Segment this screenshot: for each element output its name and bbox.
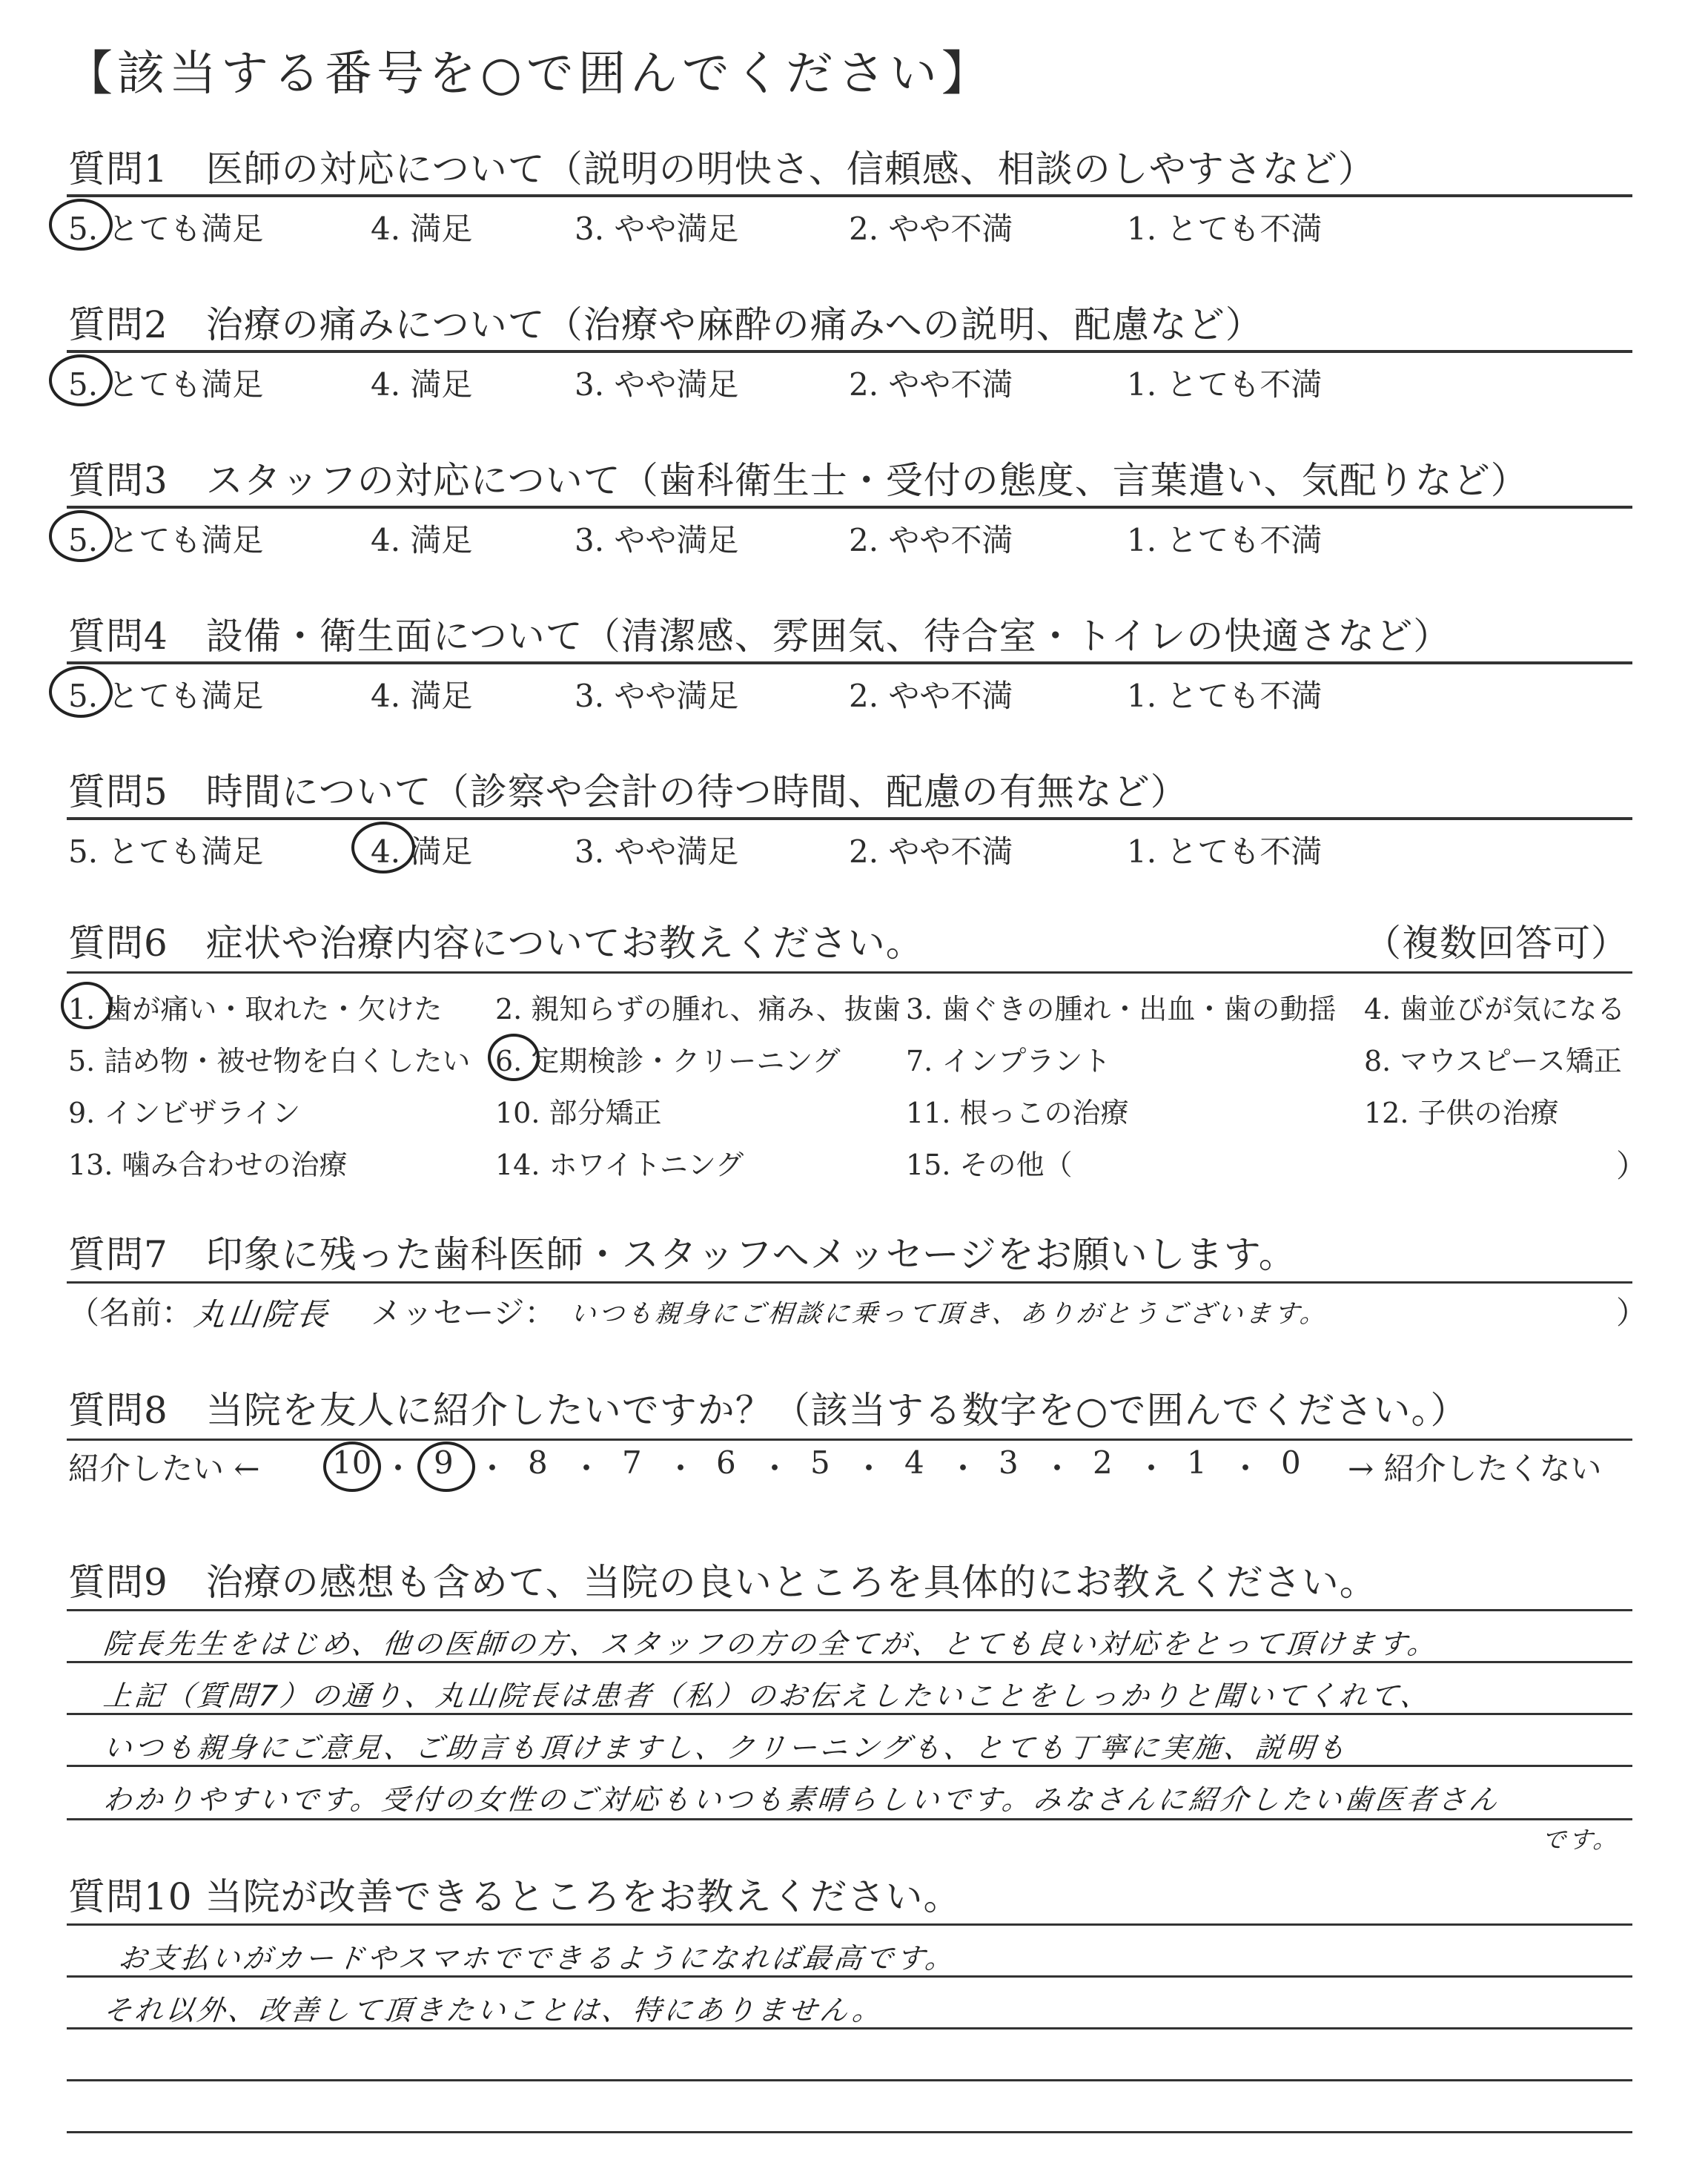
q3-rule (67, 506, 1632, 509)
q4-option-3[interactable]: 3. やや満足 (575, 678, 739, 714)
q6-option-3[interactable]: 3. 歯ぐきの腫れ・出血・歯の動揺 (906, 993, 1337, 1025)
q10-rule-4 (67, 2131, 1632, 2133)
q2-title: 質問2 治療の痛みについて（治療や麻酔の痛みへの説明、配慮など） (68, 303, 1263, 346)
q6-other-close-paren: ） (1616, 1148, 1648, 1184)
q8-scale-6[interactable]: 6 (716, 1444, 736, 1481)
q8-scale-7[interactable]: 7 (622, 1444, 642, 1481)
q5-option-1[interactable]: 1. とても不満 (1127, 833, 1323, 870)
q8-separator: ・ (1042, 1450, 1073, 1487)
q1-title: 質問1 医師の対応について（説明の明快さ、信頼感、相談のしやすさなど） (68, 148, 1376, 191)
q8-rule (67, 1439, 1632, 1441)
q6-option-6[interactable]: 6. 定期検診・クリーニング (495, 1045, 841, 1077)
q6-option-7[interactable]: 7. インプラント (906, 1045, 1111, 1077)
q3-title: 質問3 スタッフの対応について（歯科衛生士・受付の態度、言葉遣い、気配りなど） (68, 459, 1529, 502)
q6-option-4[interactable]: 4. 歯並びが気になる (1364, 993, 1626, 1025)
q8-scale-2[interactable]: 2 (1093, 1444, 1113, 1481)
q8-left-label: 紹介したい ← (68, 1450, 260, 1487)
q2-option-3[interactable]: 3. やや満足 (575, 366, 739, 403)
q9-line-1: 院長先生をはじめ、他の医師の方、スタッフの方の全てが、とても良い対応をとって頂けます。 (102, 1628, 1440, 1660)
q1-rule (67, 194, 1632, 197)
q3-option-2[interactable]: 2. やや不満 (849, 522, 1013, 558)
q3-option-3[interactable]: 3. やや満足 (575, 522, 739, 558)
q2-option-5[interactable]: 5. とても満足 (68, 366, 264, 403)
q10-title: 質問10 当院が改善できるところをお教えください。 (68, 1875, 961, 1918)
q6-note: （複数回答可） (1364, 922, 1629, 965)
q3-option-4[interactable]: 4. 満足 (371, 522, 473, 558)
q8-scale-3[interactable]: 3 (999, 1444, 1019, 1481)
q6-option-1[interactable]: 1. 歯が痛い・取れた・欠けた (68, 993, 443, 1025)
q8-scale-8[interactable]: 8 (528, 1444, 548, 1481)
q2-rule (67, 350, 1632, 353)
q10-rule-0 (67, 1923, 1632, 1926)
q8-separator: ・ (571, 1450, 603, 1487)
q2-option-2[interactable]: 2. やや不満 (849, 366, 1013, 403)
q1-option-3[interactable]: 3. やや満足 (575, 211, 739, 247)
q6-option-8[interactable]: 8. マウスピース矯正 (1364, 1045, 1622, 1077)
q6-option-11[interactable]: 11. 根っこの治療 (906, 1097, 1129, 1129)
q2-option-1[interactable]: 1. とても不満 (1127, 366, 1323, 403)
q8-right-label: → 紹介したくない (1348, 1450, 1602, 1487)
q9-title: 質問9 治療の感想も含めて、当院の良いところを具体的にお教えください。 (68, 1561, 1377, 1604)
q6-option-2[interactable]: 2. 親知らずの腫れ、痛み、抜歯 (495, 993, 901, 1025)
q6-option-14[interactable]: 14. ホワイトニング (495, 1149, 744, 1181)
q4-option-1[interactable]: 1. とても不満 (1127, 678, 1323, 714)
q8-separator: ・ (1230, 1450, 1262, 1487)
q8-title: 質問8 当院を友人に紹介したいですか？（該当する数字を○で囲んでください。） (68, 1389, 1469, 1432)
q4-option-5[interactable]: 5. とても満足 (68, 678, 264, 714)
q8-scale-10[interactable]: 10 (332, 1444, 372, 1481)
q4-rule (67, 661, 1632, 664)
q8-separator: ・ (947, 1450, 979, 1487)
q8-scale-5[interactable]: 5 (810, 1444, 830, 1481)
q8-separator: ・ (1136, 1450, 1168, 1487)
q7-name-label: （名前： (68, 1295, 193, 1331)
q7-title: 質問7 印象に残った歯科医師・スタッフへメッセージをお願いします。 (68, 1233, 1297, 1276)
q9-rule-0 (67, 1609, 1632, 1611)
q2-option-4[interactable]: 4. 満足 (371, 366, 473, 403)
q5-option-3[interactable]: 3. やや満足 (575, 833, 739, 870)
q10-line-1: お支払いがカードやスマホでできるようになれば最高です。 (116, 1942, 959, 1975)
q1-option-4[interactable]: 4. 満足 (371, 211, 473, 247)
q7-message-label: メッセージ： (371, 1295, 556, 1331)
q1-option-1[interactable]: 1. とても不満 (1127, 211, 1323, 247)
q9-line-2: 上記（質問7）の通り、丸山院長は患者（私）のお伝えしたいことをしっかりと聞いてくれて、 (102, 1680, 1434, 1712)
q4-title: 質問4 設備・衛生面について（清潔感、雰囲気、待合室・トイレの快適さなど） (68, 615, 1452, 658)
q9-line-4: わかりやすいです。受付の女性のご対応もいつも素晴らしいです。みなさんに紹介したい歯医者さん (102, 1783, 1502, 1816)
q3-option-1[interactable]: 1. とても不満 (1127, 522, 1323, 558)
q7-message-value: いつも親身にご相談に乗って頂き、ありがとうございます。 (569, 1299, 1330, 1329)
q5-option-5[interactable]: 5. とても満足 (68, 833, 264, 870)
q8-separator: ・ (477, 1450, 509, 1487)
q6-title: 質問6 症状や治療内容についてお教えください。 (68, 922, 924, 965)
q8-separator: ・ (759, 1450, 791, 1487)
q5-option-2[interactable]: 2. やや不満 (849, 833, 1013, 870)
q9-line-5: です。 (1540, 1826, 1622, 1854)
q1-option-5[interactable]: 5. とても満足 (68, 211, 264, 247)
q6-option-13[interactable]: 13. 噛み合わせの治療 (68, 1149, 348, 1181)
q6-rule (67, 971, 1632, 974)
form-header: 【該当する番号を○で囲んでください】 (65, 47, 993, 102)
q6-option-10[interactable]: 10. 部分矯正 (495, 1097, 662, 1129)
q5-title: 質問5 時間について（診察や会計の待つ時間、配慮の有無など） (68, 770, 1188, 813)
q8-scale-4[interactable]: 4 (904, 1444, 924, 1481)
q4-option-4[interactable]: 4. 満足 (371, 678, 473, 714)
q4-option-2[interactable]: 2. やや不満 (849, 678, 1013, 714)
q8-separator: ・ (665, 1450, 697, 1487)
q10-line-2: それ以外、改善して頂きたいことは、特にありません。 (102, 1994, 886, 2027)
q8-scale-9[interactable]: 9 (434, 1444, 454, 1481)
q3-option-5[interactable]: 5. とても満足 (68, 522, 264, 558)
q10-rule-3 (67, 2079, 1632, 2081)
q7-rule (67, 1281, 1632, 1284)
q8-scale-1[interactable]: 1 (1187, 1444, 1207, 1481)
q7-name-value: 丸山院長 (192, 1296, 333, 1332)
q8-scale-0[interactable]: 0 (1281, 1444, 1301, 1481)
q7-close-paren: ） (1616, 1295, 1648, 1331)
q6-option-12[interactable]: 12. 子供の治療 (1364, 1097, 1559, 1129)
q9-rule-4 (67, 1818, 1632, 1820)
q8-separator: ・ (853, 1450, 885, 1487)
q9-line-3: いつも親身にご意見、ご助言も頂けますし、クリーニングも、とても丁寧に実施、説明も (102, 1731, 1351, 1764)
q8-separator: ・ (383, 1450, 414, 1487)
q6-option-15[interactable]: 15. その他（ (906, 1149, 1073, 1181)
q5-rule (67, 817, 1632, 820)
q6-option-9[interactable]: 9. インビザライン (68, 1097, 301, 1129)
q5-option-4[interactable]: 4. 満足 (371, 833, 473, 870)
q6-option-5[interactable]: 5. 詰め物・被せ物を白くしたい (68, 1045, 471, 1077)
q1-option-2[interactable]: 2. やや不満 (849, 211, 1013, 247)
